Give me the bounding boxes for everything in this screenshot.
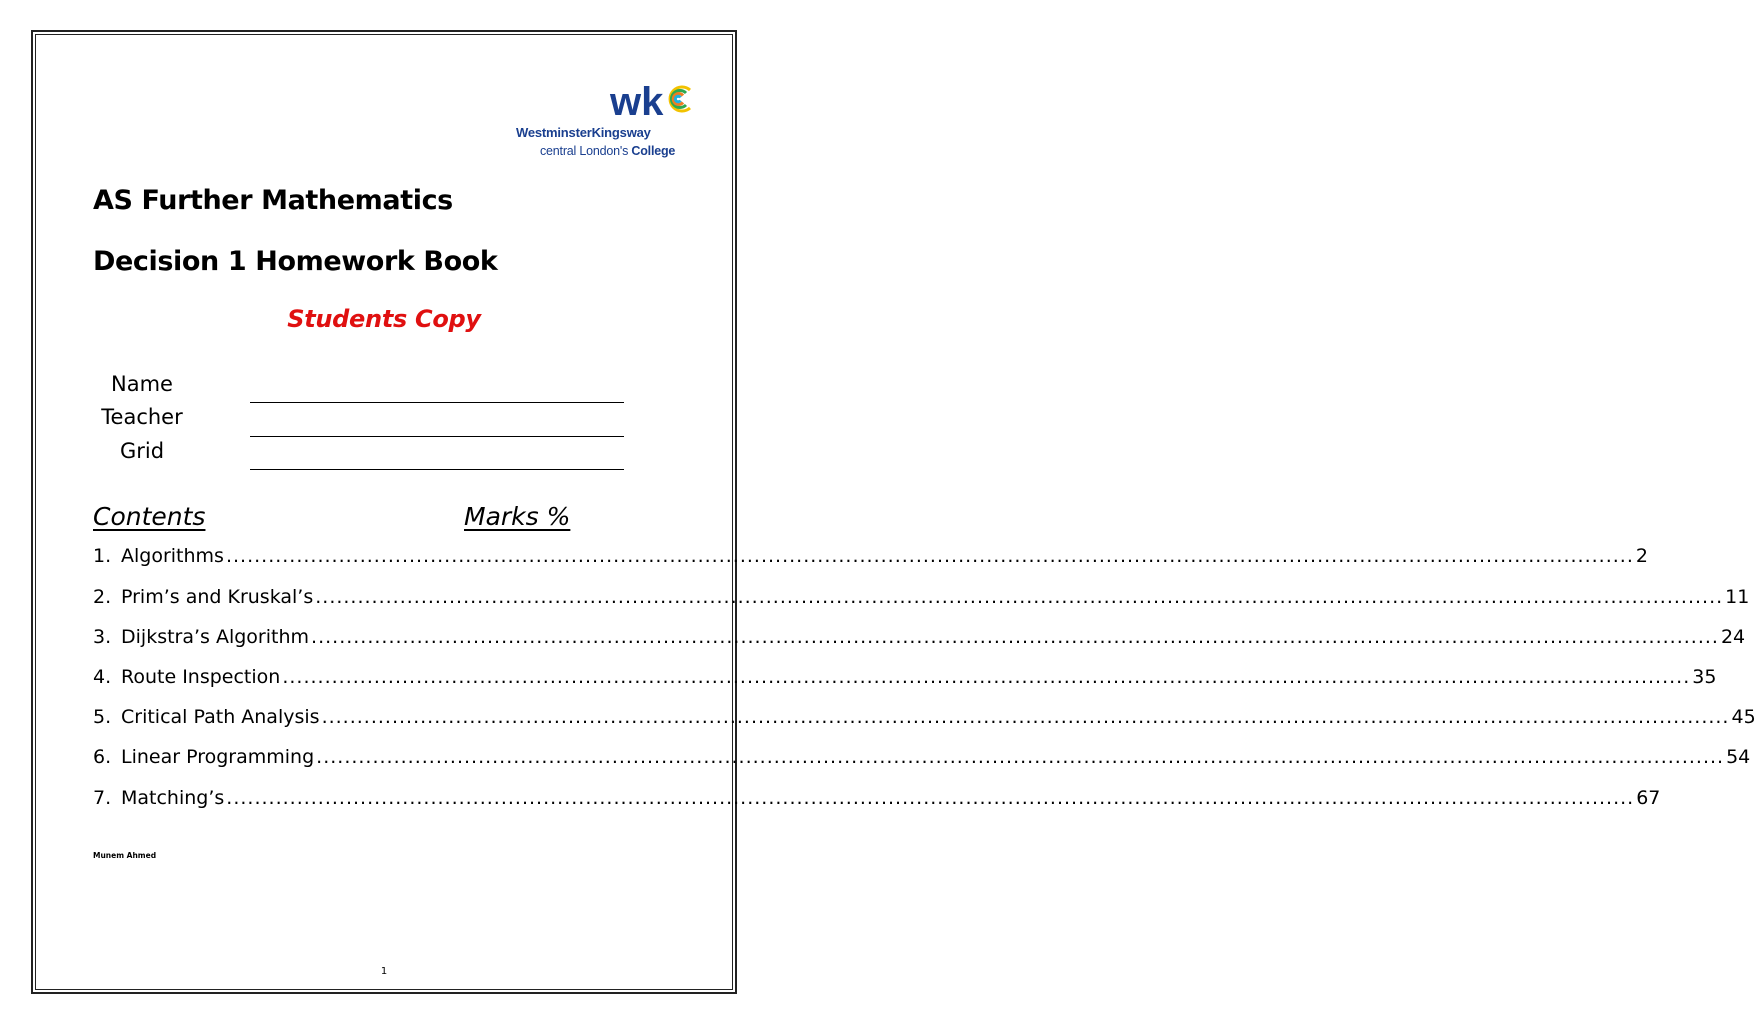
logo-tagline-bold: College — [631, 144, 676, 158]
toc-item[interactable] — [93, 626, 1746, 652]
college-logo — [516, 74, 691, 164]
toc-item-page: 54 — [1726, 746, 1751, 768]
toc-item[interactable] — [93, 586, 1750, 612]
toc-item-page: 45 — [1731, 706, 1756, 728]
toc-leader-dots: ........................................................................................................................................................................................................ — [315, 586, 1724, 608]
toc-item-title: Matching’s — [121, 787, 225, 809]
toc-item[interactable] — [93, 787, 1661, 813]
logo-college-name: WestminsterKingsway — [516, 125, 651, 140]
toc-item-page: 35 — [1692, 666, 1717, 688]
document-subtitle: Decision 1 Homework Book — [93, 246, 498, 277]
grid-line — [250, 469, 624, 470]
toc-item-number: 4. — [93, 666, 112, 688]
document-title: AS Further Mathematics — [93, 185, 453, 216]
name-label: Name — [111, 372, 173, 396]
wkc-logo-mark — [610, 80, 690, 126]
toc-leader-dots: ........................................................................................................................................................................................................ — [282, 666, 1691, 688]
toc-leader-dots: ........................................................................................................................................................................................................ — [226, 787, 1635, 809]
toc-item-number: 1. — [93, 545, 112, 567]
toc-item-page: 2 — [1635, 545, 1648, 567]
toc-item-page: 67 — [1636, 787, 1661, 809]
toc-leader-dots: ........................................................................................................................................................................................................ — [225, 545, 1634, 567]
toc-item-title: Prim’s and Kruskal’s — [121, 586, 314, 608]
marks-heading: Marks % — [464, 502, 571, 531]
toc-item[interactable] — [93, 545, 1648, 571]
students-copy-label: Students Copy — [287, 305, 481, 333]
toc-item-number: 3. — [93, 626, 112, 648]
author-name: Munem Ahmed — [93, 851, 157, 860]
toc-item-number: 7. — [93, 787, 112, 809]
toc-item-number: 2. — [93, 586, 112, 608]
toc-item-title: Route Inspection — [121, 666, 281, 688]
contents-heading: Contents — [93, 502, 206, 531]
teacher-line — [250, 436, 624, 437]
toc-item[interactable] — [93, 706, 1756, 732]
toc-item-number: 5. — [93, 706, 112, 728]
grid-label: Grid — [119, 439, 165, 463]
logo-wk-text: wk — [610, 80, 664, 124]
toc-item-number: 6. — [93, 746, 112, 768]
toc-item-page: 11 — [1725, 586, 1750, 608]
toc-leader-dots: ........................................................................................................................................................................................................ — [316, 746, 1725, 768]
toc-leader-dots: ........................................................................................................................................................................................................ — [321, 706, 1730, 728]
page-number: 1 — [380, 966, 388, 977]
logo-tagline — [540, 144, 675, 158]
toc-item[interactable] — [93, 746, 1751, 772]
toc-leader-dots: ........................................................................................................................................................................................................ — [311, 626, 1719, 648]
logo-tagline-prefix: central London's — [540, 144, 632, 158]
toc-item-title: Dijkstra’s Algorithm — [121, 626, 310, 648]
logo-c-rings-icon — [670, 87, 690, 111]
name-line — [250, 402, 624, 403]
toc-item-title: Algorithms — [121, 545, 224, 567]
toc-item-title: Linear Programming — [121, 746, 315, 768]
toc-item[interactable] — [93, 666, 1717, 692]
toc-item-title: Critical Path Analysis — [121, 706, 320, 728]
toc-item-page: 24 — [1720, 626, 1746, 648]
teacher-label: Teacher — [101, 405, 183, 429]
